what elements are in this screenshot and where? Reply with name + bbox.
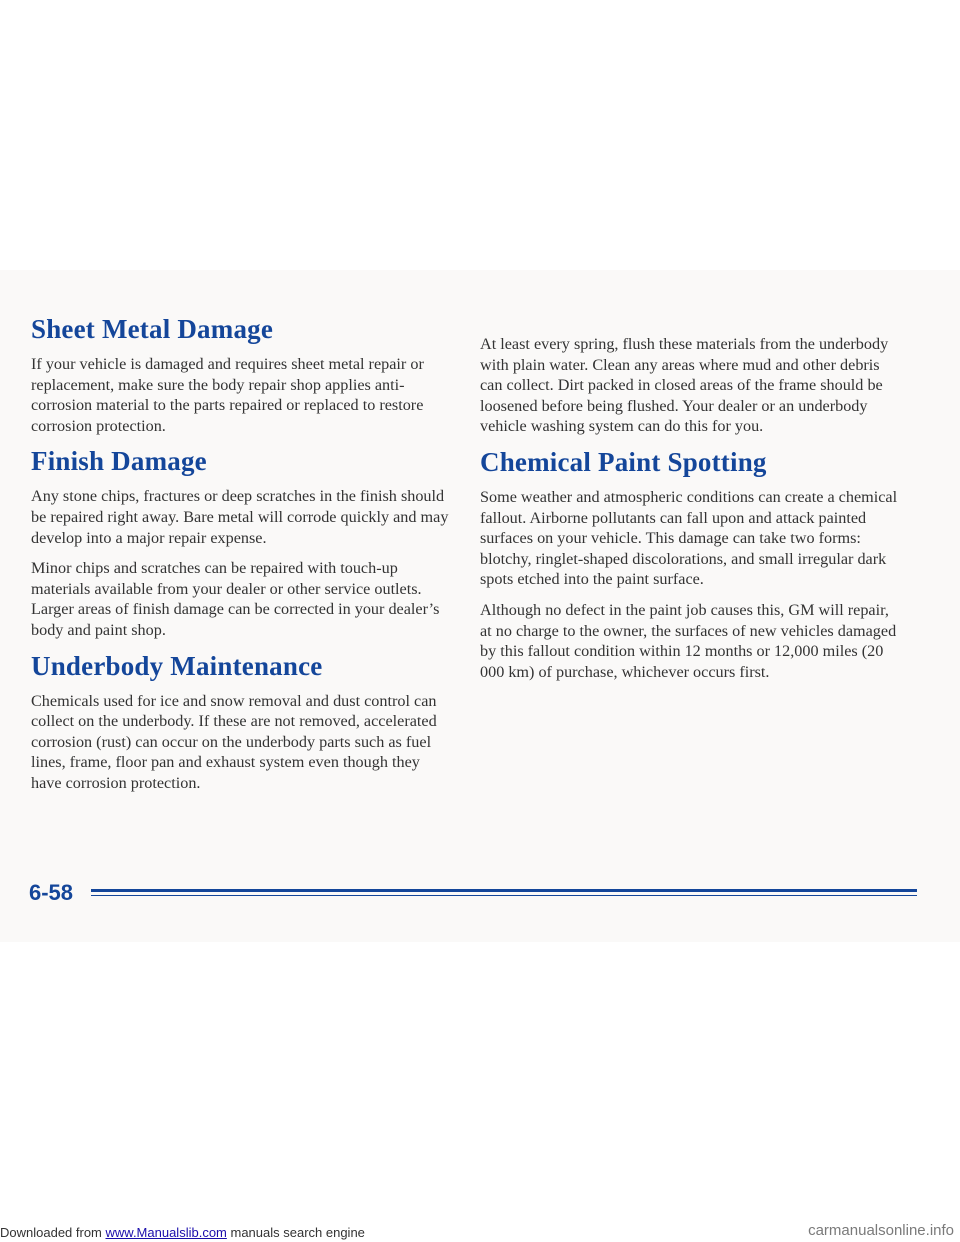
page-number: 6-58 xyxy=(29,880,74,905)
download-source-line xyxy=(0,1225,365,1240)
left-column xyxy=(31,314,453,804)
page-footer xyxy=(29,880,891,910)
heading-chemical-paint-spotting: Chemical Paint Spotting xyxy=(480,446,767,477)
paragraph-finish-damage-2: Minor chips and scratches can be repaired with touch-up materials available from your dealer or other service outlets. Larger areas of finish damage can be corrected in your dealer’s body and paint shop. xyxy=(31,559,440,639)
footer-rule-thin xyxy=(91,895,917,896)
manualslib-link[interactable]: www.Manualslib.com xyxy=(105,1225,227,1240)
heading-finish-damage: Finish Damage xyxy=(31,446,207,477)
paragraph-finish-damage-1: Any stone chips, fractures or deep scratches in the finish should be repaired right away. Bare metal will corrode quickly and may develop into a major repair expense. xyxy=(31,487,449,547)
paragraph-chemical-paint-spotting-1: Some weather and atmospheric conditions can create a chemical fallout. Airborne pollutants can fall upon and attack painted surfaces on your vehicle. This damage can take two forms: blotchy, ringlet-shaped discolorations, and small irregular dark spots etched into the paint surface. xyxy=(480,487,898,589)
paragraph-chemical-paint-spotting-2: Although no defect in the paint job causes this, GM will repair, at no charge to the owner, the surfaces of new vehicles damaged by this fallout condition within 12 months or 12,000 miles (20 000 km) of purchase, whichever occurs first. xyxy=(480,600,897,681)
heading-underbody-maintenance: Underbody Maintenance xyxy=(31,650,323,681)
source-prefix: Downloaded from xyxy=(0,1225,106,1240)
footer-rule-thick xyxy=(91,889,917,892)
paragraph-sheet-metal-damage: If your vehicle is damaged and requires sheet metal repair or replacement, make sure the body repair shop applies anti-corrosion material to the parts repaired or replaced to restore corrosion protection. xyxy=(31,355,424,435)
source-suffix: manuals search engine xyxy=(226,1225,365,1240)
carmanualsonline-watermark: carmanualsonline.info xyxy=(808,1222,954,1239)
right-column xyxy=(480,334,900,692)
heading-sheet-metal-damage: Sheet Metal Damage xyxy=(31,314,274,344)
paragraph-underbody-maintenance: Chemicals used for ice and snow removal and dust control can collect on the underbody. If these are not removed, accelerated corrosion (rust) can occur on the underbody parts such as fuel lines, frame, floor pan and exhaust system even though they have corrosion protection. xyxy=(31,691,437,792)
paragraph-underbody-flush: At least every spring, flush these materials from the underbody with plain water. Clean any areas where mud and other debris can collect. Dirt packed in closed areas of the frame should be loosened before being flushed. Your dealer or an underbody vehicle washing system can do this for you. xyxy=(480,335,889,436)
